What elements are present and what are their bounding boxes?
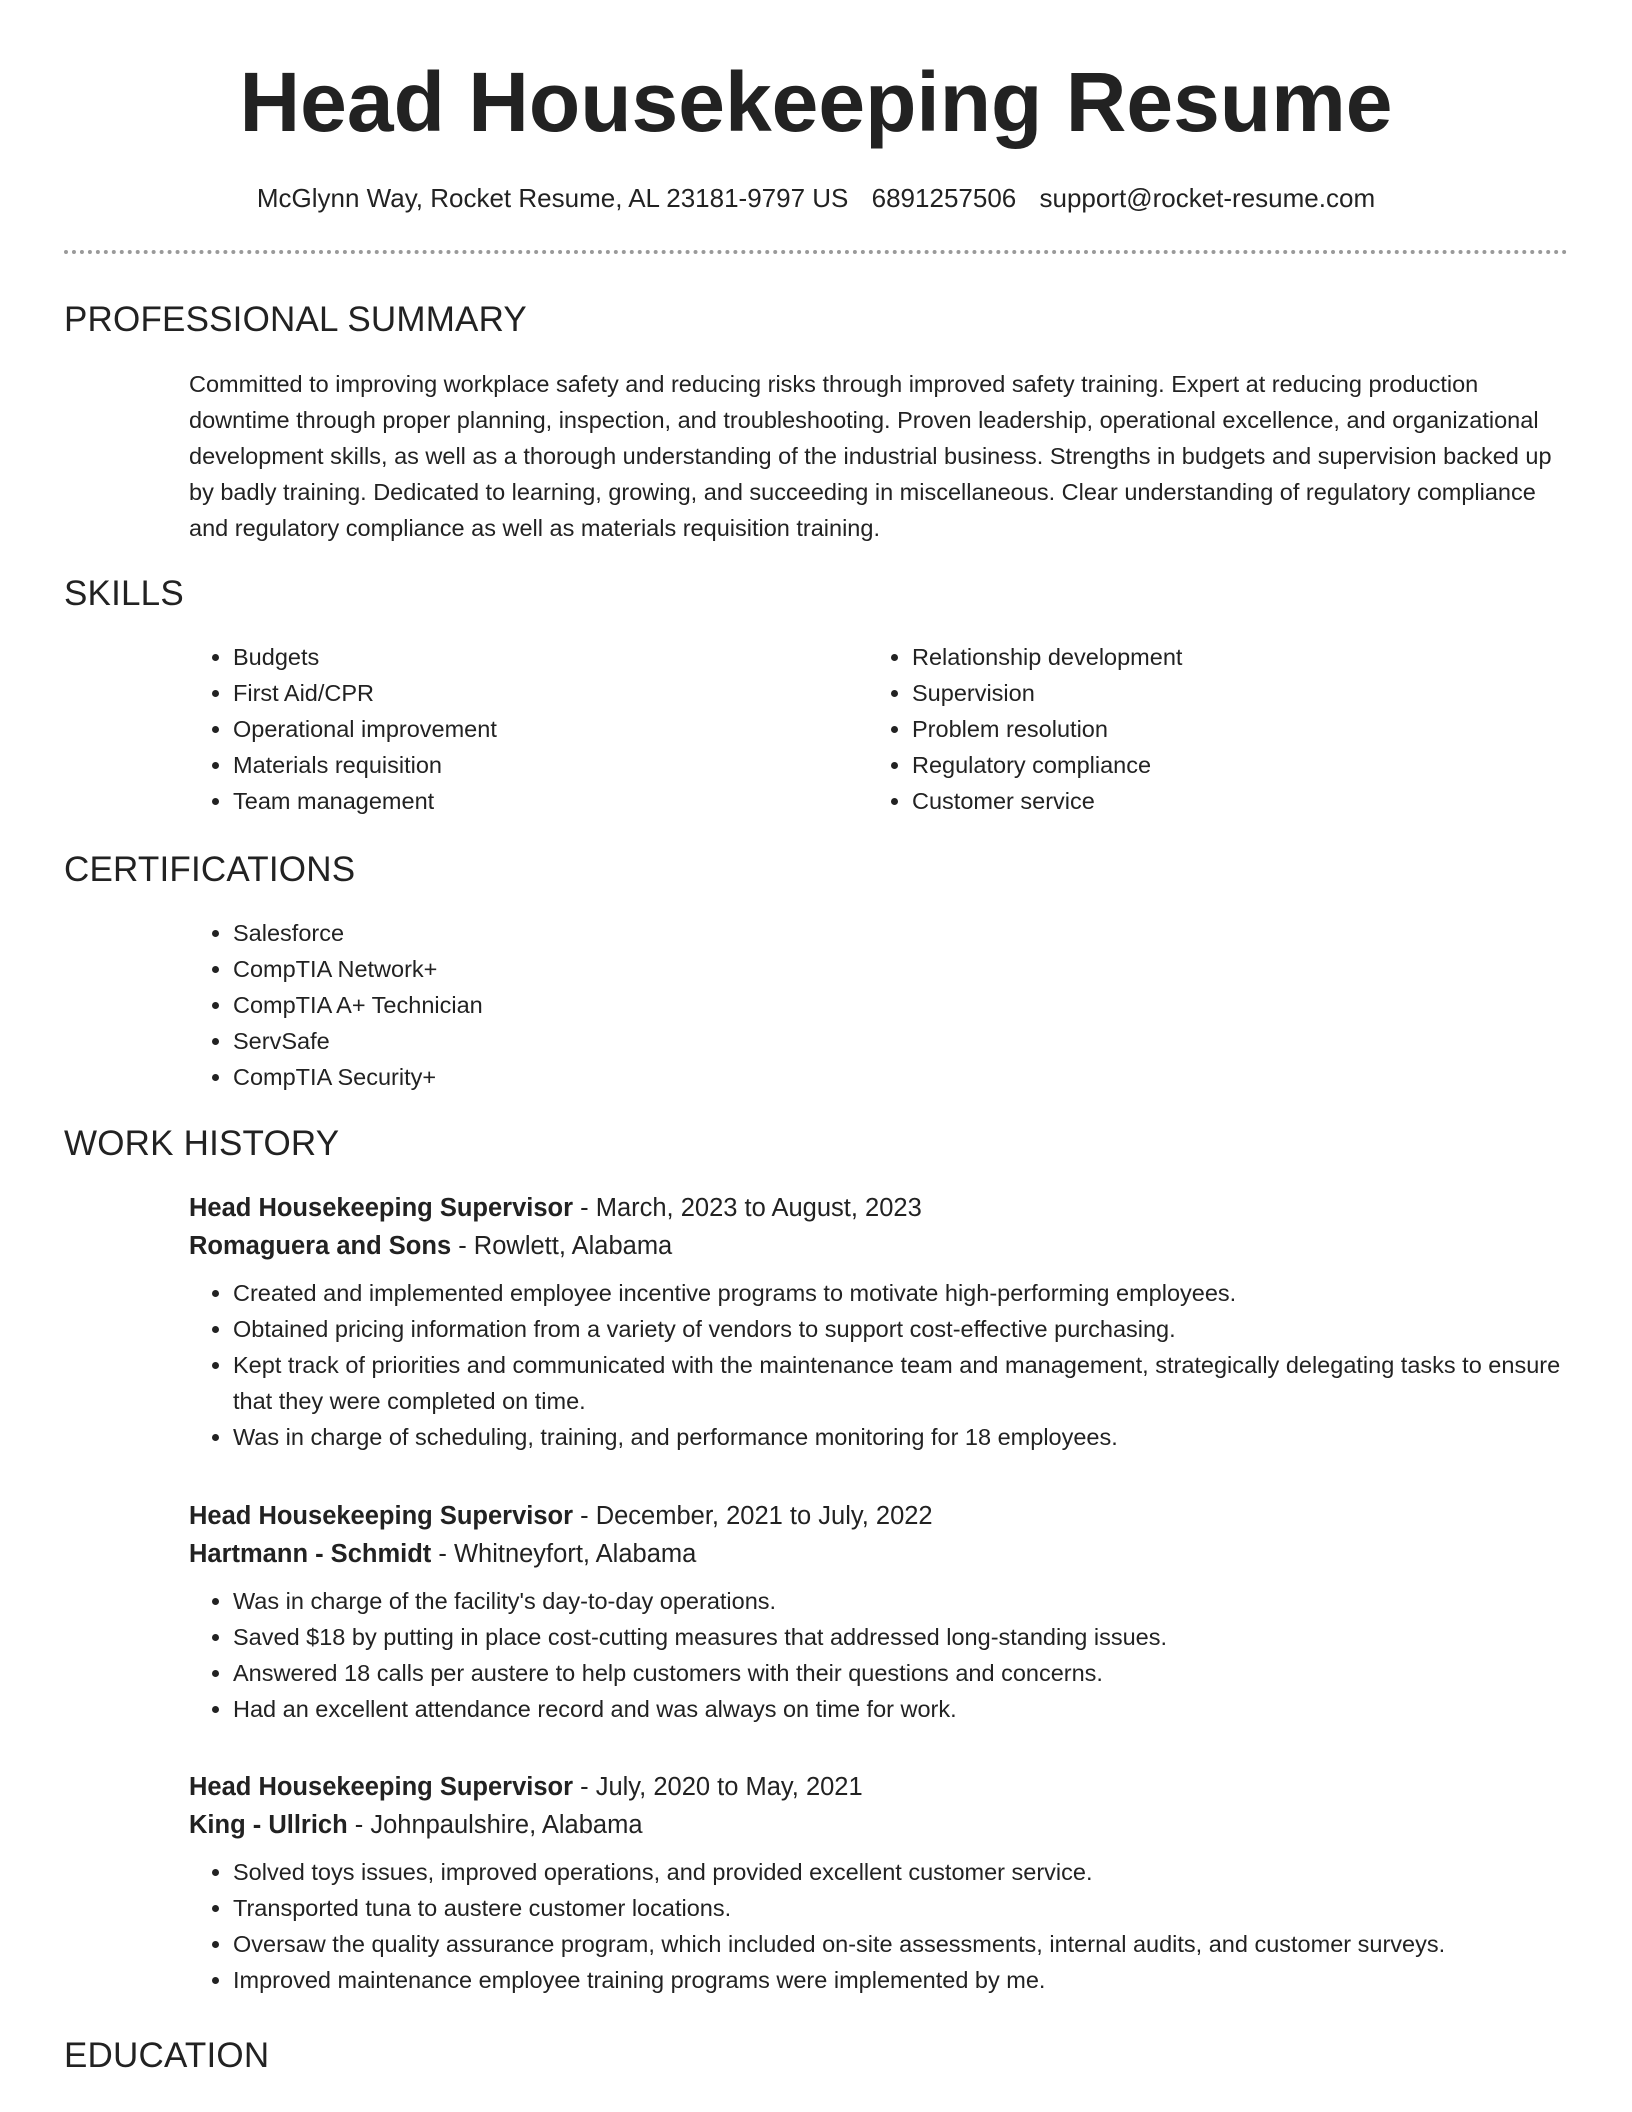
job-bullet: • Answered 18 calls per austere to help customers with their questions and concerns. (233, 1655, 1569, 1691)
skills-right-column (868, 639, 1508, 819)
job-company-line (189, 1227, 1569, 1265)
contact-email: support@rocket-resume.com (1039, 183, 1376, 213)
job-bullet: • Was in charge of the facility's day-to-day operations. (233, 1583, 1569, 1619)
job-title-line (189, 1189, 1569, 1227)
job-company: Hartmann - Schmidt (189, 1540, 432, 1568)
certification-item: • ServSafe (233, 1023, 1569, 1059)
skill-item: • Regulatory compliance (912, 747, 1508, 783)
job-location: - Johnpaulshire, Alabama (347, 1811, 643, 1839)
job-title: Head Housekeeping Supervisor (189, 1773, 574, 1801)
job-dates: - July, 2020 to May, 2021 (573, 1773, 863, 1801)
job-bullet: • Had an excellent attendance record and was always on time for work. (233, 1691, 1569, 1727)
certification-item: • CompTIA A+ Technician (233, 987, 1569, 1023)
job-bullet: • Obtained pricing information from a variety of vendors to support cost-effective purchasing. (233, 1311, 1569, 1347)
skill-item: • Supervision (912, 675, 1508, 711)
job-bullet: • Saved $18 by putting in place cost-cutting measures that addressed long-standing issues. (233, 1619, 1569, 1655)
contact-line (0, 180, 1632, 216)
certifications-block (189, 915, 1569, 1095)
certification-item: • CompTIA Network+ (233, 951, 1569, 987)
skill-item: • Materials requisition (233, 747, 829, 783)
skill-item: • Operational improvement (233, 711, 829, 747)
education-heading: EDUCATION (64, 2036, 270, 2075)
job-entry (189, 1189, 1569, 1455)
job-company-line (189, 1806, 1569, 1844)
skill-item: • Problem resolution (912, 711, 1508, 747)
skill-item: • Team management (233, 783, 829, 819)
job-location: - Whitneyfort, Alabama (431, 1540, 697, 1568)
job-bullet: • Transported tuna to austere customer locations. (233, 1890, 1569, 1926)
job-dates: - December, 2021 to July, 2022 (573, 1502, 933, 1530)
work-history-heading: WORK HISTORY (64, 1124, 340, 1163)
job-dates: - March, 2023 to August, 2023 (573, 1194, 922, 1222)
job-bullet: • Oversaw the quality assurance program, which included on-site assessments, internal audits, and customer surveys. (233, 1926, 1569, 1962)
summary-heading: PROFESSIONAL SUMMARY (64, 300, 527, 339)
skill-item: • Relationship development (912, 639, 1508, 675)
summary-block (189, 366, 1569, 546)
job-title: Head Housekeeping Supervisor (189, 1502, 574, 1530)
contact-address: McGlynn Way, Rocket Resume, AL 23181-9797 US (256, 183, 849, 213)
job-title-line (189, 1497, 1569, 1535)
job-entry (189, 1497, 1569, 1727)
skill-item: • Customer service (912, 783, 1508, 819)
skill-item: • First Aid/CPR (233, 675, 829, 711)
certification-item: • CompTIA Security+ (233, 1059, 1569, 1095)
job-bullet: • Created and implemented employee incentive programs to motivate high-performing employees. (233, 1275, 1569, 1311)
job-bullet: • Solved toys issues, improved operations, and provided excellent customer service. (233, 1854, 1569, 1890)
job-location: - Rowlett, Alabama (451, 1232, 673, 1260)
certifications-heading: CERTIFICATIONS (64, 850, 356, 889)
job-title-line (189, 1768, 1569, 1806)
resume-title: Head Housekeeping Resume (239, 55, 1393, 149)
skills-heading: SKILLS (64, 574, 184, 613)
contact-phone: 6891257506 (871, 183, 1017, 213)
summary-text: Committed to improving workplace safety and reducing risks through improved safety training. Expert at reducing production downtime through proper planning, inspection, and troubleshooting. Proven leadership, operational excellence, and organizational development skills, as well as a thorough understanding of the industrial business. Strengths in budgets and supervision backed up by badly training. Dedicated to learning, growing, and succeeding in miscellaneous. Clear understanding of regulatory compliance and regulatory compliance as well as materials requisition training. (189, 371, 1552, 541)
header-divider (64, 250, 1568, 254)
job-title: Head Housekeeping Supervisor (189, 1194, 574, 1222)
skill-item: • Budgets (233, 639, 829, 675)
job-company-line (189, 1535, 1569, 1573)
job-company: Romaguera and Sons (189, 1232, 452, 1260)
job-company: King - Ullrich (189, 1811, 348, 1839)
job-bullet: • Was in charge of scheduling, training, and performance monitoring for 18 employees. (233, 1419, 1569, 1455)
job-bullet: • Improved maintenance employee training programs were implemented by me. (233, 1962, 1569, 1998)
skills-left-column (189, 639, 829, 819)
job-bullet: • Kept track of priorities and communicated with the maintenance team and management, strategically delegating tasks to ensure that they were completed on time. (233, 1347, 1569, 1419)
job-entry (189, 1768, 1569, 1998)
certification-item: • Salesforce (233, 915, 1569, 951)
